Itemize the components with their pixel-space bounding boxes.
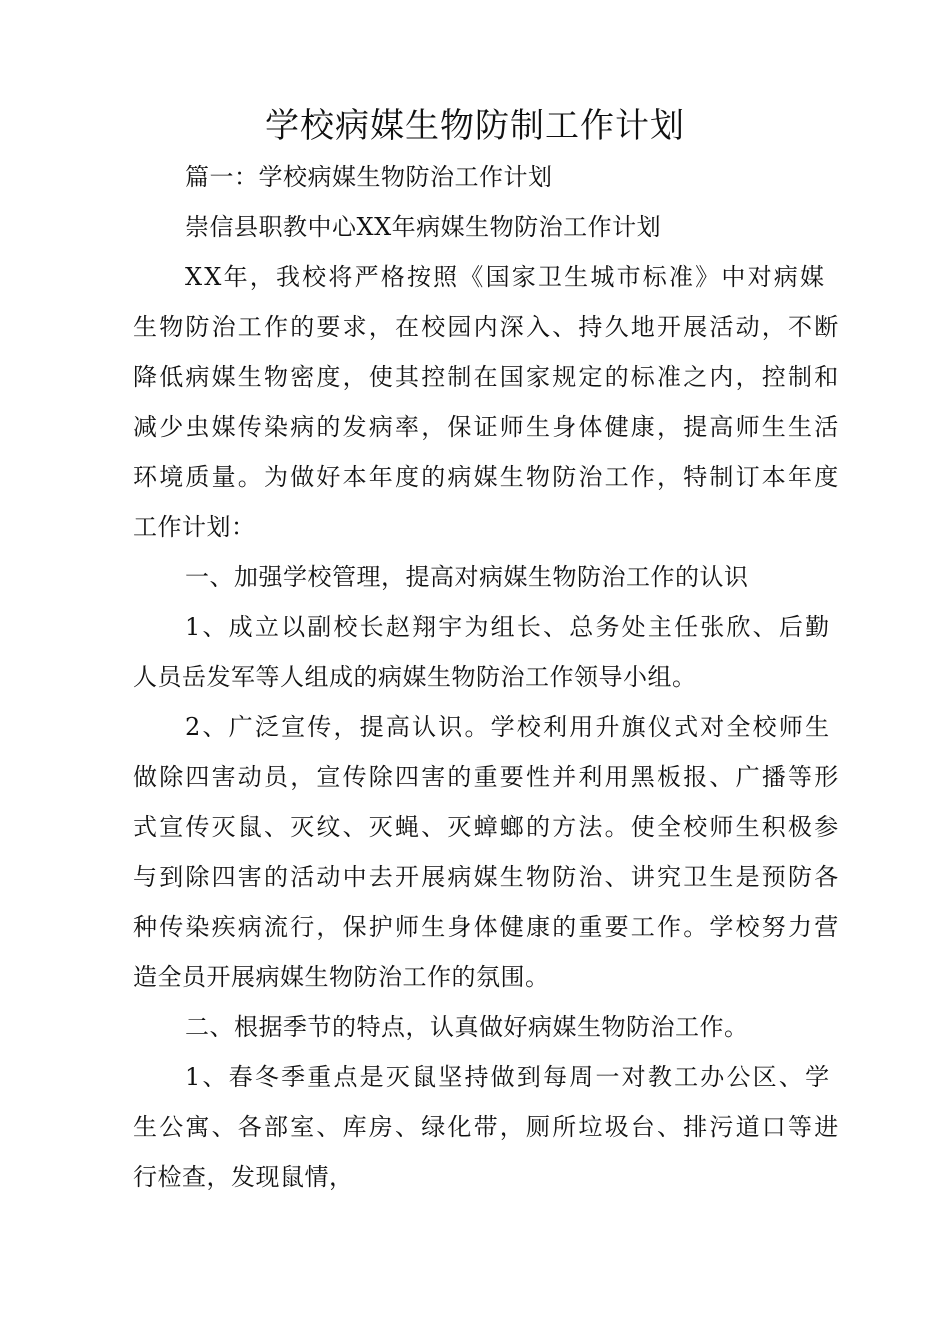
paragraph-line: 造全员开展病媒生物防治工作的氛围。	[133, 963, 550, 991]
paragraph-line: 1、春冬季重点是灭鼠坚持做到每周一对教工办公区、学	[185, 1063, 832, 1091]
paragraph-line: 2、广泛宣传，提高认识。学校利用升旗仪式对全校师生	[185, 713, 832, 741]
paragraph-line: 生物防治工作的要求，在校园内深入、持久地开展活动，不断	[133, 313, 841, 341]
paragraph-line: 工作计划：	[133, 513, 256, 541]
paragraph-line: 式宣传灭鼠、灭纹、灭蝇、灭蟑螂的方法。使全校师生积极参	[133, 813, 841, 841]
paragraph-line: 降低病媒生物密度，使其控制在国家规定的标准之内，控制和	[133, 363, 841, 391]
paragraph-line: 减少虫媒传染病的发病率，保证师生身体健康，提高师生生活	[133, 413, 841, 441]
paragraph-line: 生公寓、各部室、库房、绿化带，厕所垃圾台、排污道口等进	[133, 1113, 841, 1141]
paragraph-line: 环境质量。为做好本年度的病媒生物防治工作，特制订本年度	[133, 463, 841, 491]
paragraph-line: 与到除四害的活动中去开展病媒生物防治、讲究卫生是预防各	[133, 863, 841, 891]
paragraph-line: XX年，我校将严格按照《国家卫生城市标准》中对病媒	[185, 263, 827, 291]
document-title: 学校病媒生物防制工作计划	[265, 106, 685, 146]
paragraph-line: 行检查，发现鼠情，	[133, 1163, 354, 1191]
school-plan-heading: 崇信县职教中心XX年病媒生物防治工作计划	[185, 213, 662, 241]
subtitle-line: 篇一：学校病媒生物防治工作计划	[185, 163, 553, 191]
section-heading: 二、根据季节的特点，认真做好病媒生物防治工作。	[185, 1013, 749, 1041]
paragraph-line: 种传染疾病流行，保护师生身体健康的重要工作。学校努力营	[133, 913, 841, 941]
section-heading: 一、加强学校管理，提高对病媒生物防治工作的认识	[185, 563, 749, 591]
paragraph-line: 做除四害动员，宣传除四害的重要性并利用黑板报、广播等形	[133, 763, 841, 791]
paragraph-line: 1、成立以副校长赵翔宇为组长、总务处主任张欣、后勤	[185, 613, 832, 641]
paragraph-line: 人员岳发军等人组成的病媒生物防治工作领导小组。	[133, 663, 697, 691]
